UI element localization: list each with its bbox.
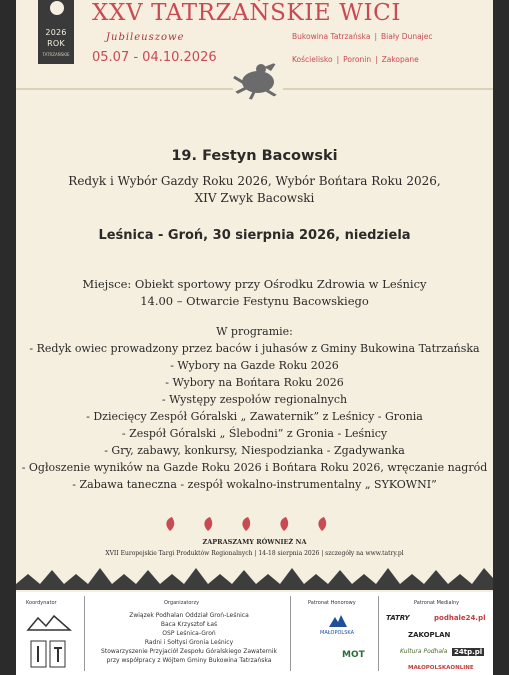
media-logo: ZAKOPLAN [408,631,451,639]
festival-towns: Kościelisko | Poronin | Zakopane [292,55,419,64]
town-name: Kościelisko [292,55,333,64]
column-divider [84,596,85,671]
town-name: Zakopane [381,55,419,64]
malopolska-logo-icon [328,614,348,628]
organizers-label: Organizatorzy [164,600,200,606]
festival-title: XXV TATRZAŃSKIE WICI [92,0,402,26]
media-logo: 24tp.pl [454,648,483,656]
poster [16,0,493,675]
media-logo: podhale24.pl [434,614,486,622]
honorary-label: Patronat Honorowy [308,600,356,606]
event-opening: 14.00 – Otwarcie Festynu Bacowskiego [140,294,369,308]
program-item: - Redyk owiec prowadzony przez baców i juhasów z Gminy Bukowina Tatrzańska [29,342,480,355]
year-badge [38,0,74,64]
media-label: Patronat Medialny [414,600,460,606]
leaf-ornament-icon [160,517,350,531]
program-heading: W programie: [216,325,293,338]
event-subtitle-line: XIV Zwyk Bacowski [194,191,315,205]
region-name: Biały Dunajec [381,32,433,41]
festival-dates: 05.07 - 04.10.2026 [92,50,217,65]
badge-kind: TATRZAŃSKIE [42,52,70,57]
coat-of-arms-icon [30,640,66,668]
running-figure-icon [230,60,286,100]
badge-year: 2026 [45,28,67,37]
invite-text: ZAPRASZAMY RÓWNIEŻ NA [202,538,307,546]
event-subtitle-line: Redyk i Wybór Gazdy Roku 2026, Wybór Bońtara Roku 2026, [68,174,441,188]
program-item: - Zespół Góralski „ Ślebodni” z Gronia - Leśnicy [121,427,388,440]
program-item: - Ogłoszenie wyników na Gazde Roku 2026 i Bońtara Roku 2026, wręczanie nagród [21,461,488,474]
event-title: 19. Festyn Bacowski [171,148,338,164]
organizer-name: Związek Podhalan Oddział Groń-Leśnica [129,612,249,619]
coordinator-label: Koordynator [26,600,57,606]
organizer-name: Baca Krzysztof Łaś [160,621,218,628]
program-item: - Zabawa taneczna - zespół wokalno-instrumentalny „ SYKOWNI” [72,478,437,491]
region-name: Bukowina Tatrzańska [292,32,371,41]
organizer-name: Radni i Sołtysi Gronia Leśnicy [144,639,234,646]
program-item: - Gry, zabawy, konkursy, Niespodzianka - Zgadywanka [104,444,405,457]
honorary-logo: MOT [342,650,365,660]
organizer-name: przy współpracy z Wójtem Gminy Bukowina Tatrzańska [106,657,272,664]
organizer-name: OSP Leśnica-Groń [162,630,216,637]
program-item: - Wybory na Gazde Roku 2026 [170,359,339,372]
badge-ring [47,0,67,18]
column-divider [290,596,291,671]
organizer-name: Stowarzyszenie Przyjaciół Zespołu Góralskiego Zawaternik [101,648,277,655]
event-venue: Miejsce: Obiekt sportowy przy Ośrodku Zdrowia w Leśnicy [82,277,427,291]
media-logo: MAŁOPOLSKAONLINE [408,665,474,671]
coordinator-logo-icon [26,614,72,632]
festival-subtitle: Jubileuszowe [106,32,185,43]
program-item: - Dziecięcy Zespół Góralski „ Zawaternik” z Leśnicy - Gronia [86,410,423,423]
honorary-logo: MAŁOPOLSKA [320,630,355,636]
program-item: - Występy zespołów regionalnych [161,393,348,406]
festival-region: Bukowina Tatrzańska | Biały Dunajec [292,32,433,41]
program-item: - Wybory na Bońtara Roku 2026 [165,376,344,389]
partners-panel [16,592,493,675]
badge-word: ROK [47,39,65,48]
column-divider [378,596,379,671]
media-logo: Kultura Podhala [400,648,448,655]
media-logo: TATRY [386,614,410,622]
mountain-border [16,560,493,590]
fair-text: XVII Europejskie Targi Produktów Regionalnych | 14-18 sierpnia 2026 | szczegóły na www.tatry.pl [105,550,404,557]
town-name: Poronin [343,55,372,64]
event-place-date: Leśnica - Groń, 30 sierpnia 2026, niedziela [98,228,411,243]
